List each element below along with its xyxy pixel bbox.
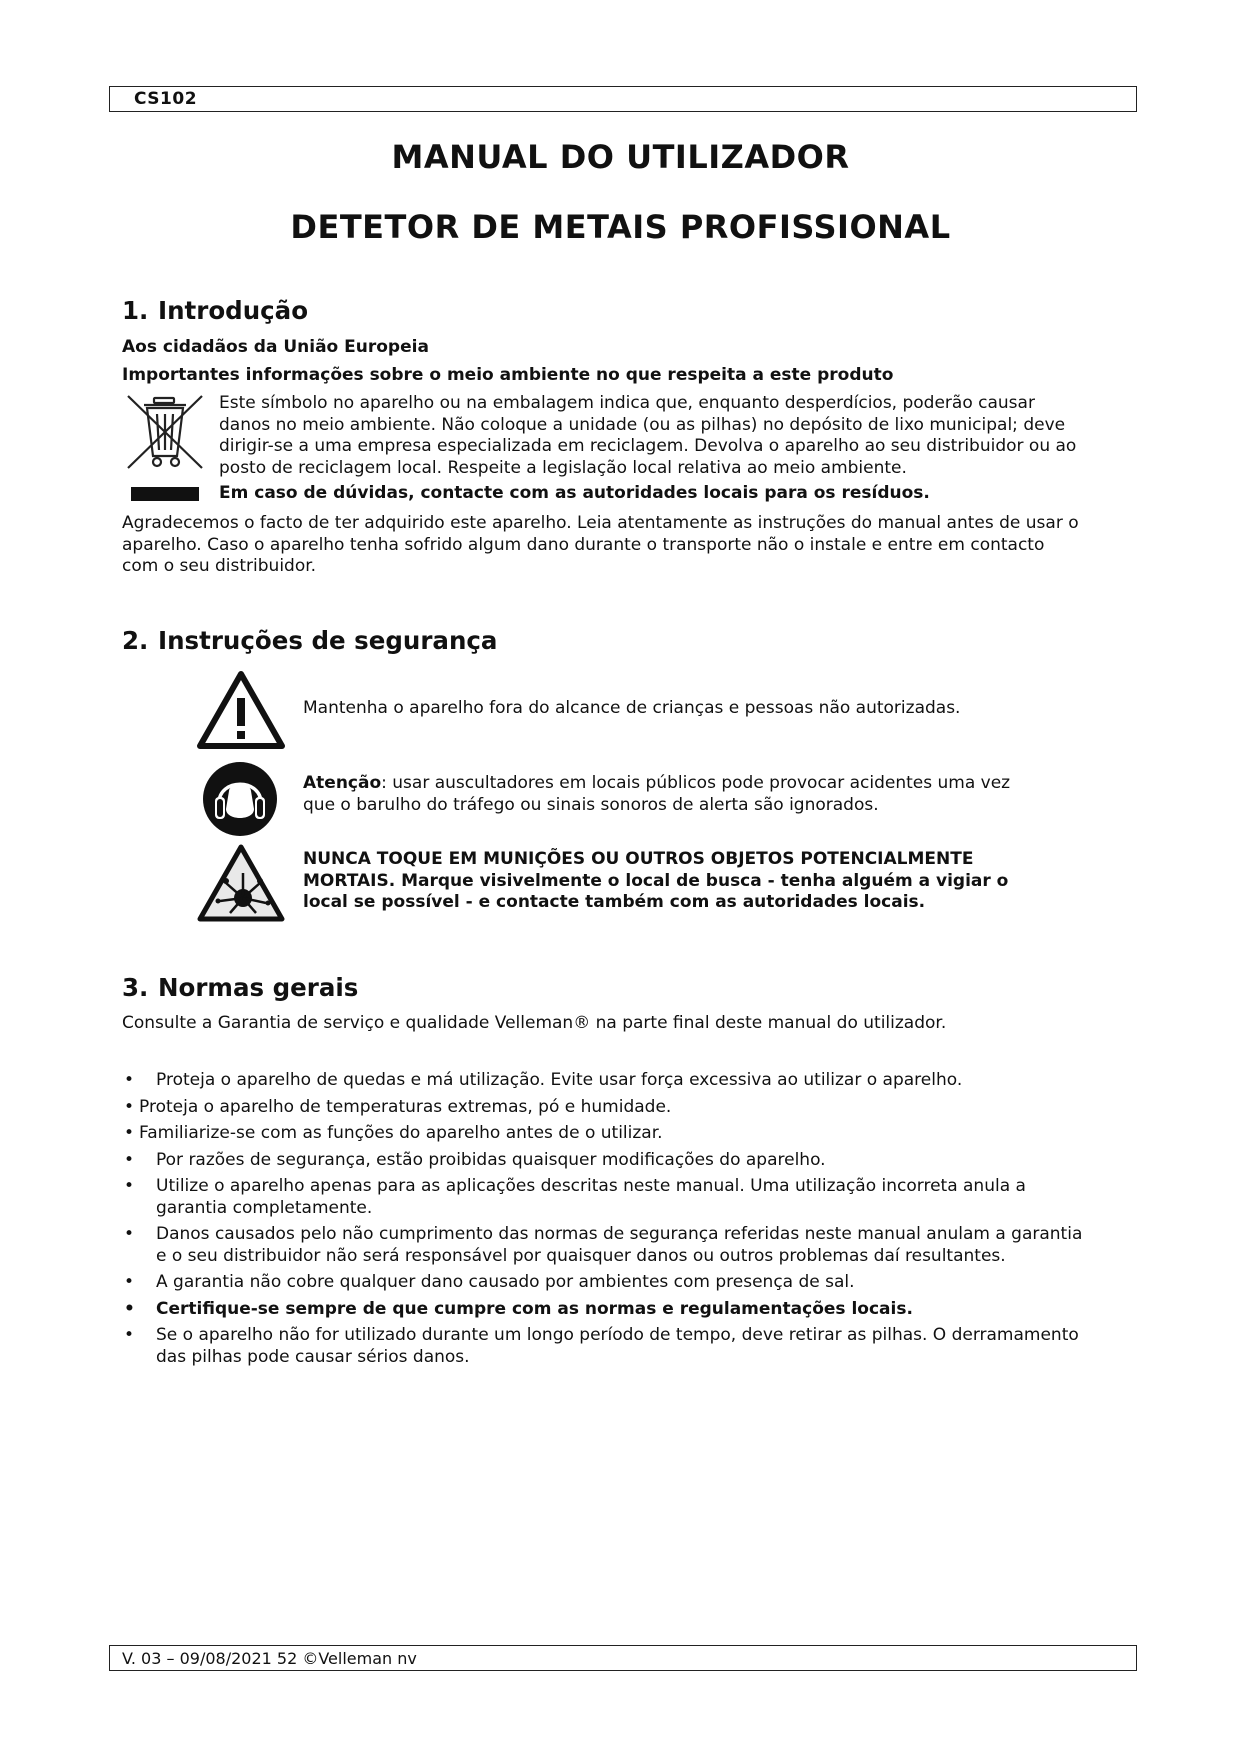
- list-item: [122, 1123, 1132, 1145]
- list-item: [122, 1150, 1132, 1172]
- list-item-text-cont: das pilhas pode causar sérios danos.: [156, 1346, 470, 1367]
- weee-line-3: dirigir-se a uma empresa especializada em reciclagem. Devolva o aparelho ao seu distribuidor ou ao: [219, 436, 1077, 456]
- section-1-heading: [122, 296, 308, 325]
- bullet-dot: •: [124, 1070, 135, 1090]
- warranty-intro: Consulte a Garantia de serviço e qualidade Velleman® na parte final deste manual do utilizador.: [122, 1013, 947, 1033]
- weee-black-bar: [131, 487, 199, 501]
- ammunition-warning-line-3: local se possível - e contacte também com as autoridades locais.: [303, 892, 926, 912]
- section-2-heading: [122, 626, 497, 655]
- bullet-dot: •: [124, 1298, 135, 1319]
- thanks-line-1: Agradecemos o facto de ter adquirido este aparelho. Leia atentamente as instruções do manual antes de usar o: [122, 513, 1079, 533]
- thanks-line-2: aparelho. Caso o aparelho tenha sofrido algum dano durante o transporte não o instale e entre em contacto: [122, 534, 1045, 555]
- list-item: [122, 1325, 1132, 1368]
- headphones-warning-line-1: [303, 773, 1010, 795]
- bullet-dot: •: [124, 1224, 135, 1244]
- warning-triangle-icon: [196, 670, 286, 750]
- list-item: [122, 1070, 1132, 1092]
- general-rules-list: [122, 1070, 1132, 1368]
- footer-text: V. 03 – 09/08/2021 52 ©Velleman nv: [122, 1649, 417, 1668]
- product-code: CS102: [134, 89, 198, 109]
- headphones-icon: [202, 761, 278, 837]
- bullet-dot: •: [124, 1176, 135, 1196]
- manual-title: MANUAL DO UTILIZADOR: [391, 138, 850, 176]
- bullet-dot: •: [124, 1272, 135, 1292]
- list-item-text: Proteja o aparelho de quedas e má utilização. Evite usar força excessiva ao utilizar o aparelho.: [156, 1070, 963, 1090]
- list-item: [122, 1176, 1132, 1219]
- list-item-text: Danos causados pelo não cumprimento das normas de segurança referidas neste manual anulam a garantia: [156, 1224, 1083, 1244]
- list-item-text: Utilize o aparelho apenas para as aplicações descritas neste manual. Uma utilização incorreta anula a: [156, 1176, 1026, 1196]
- section-2-number: 2.: [122, 626, 149, 655]
- list-item-text-cont: e o seu distribuidor não será responsável por quaisquer danos ou outros problemas daí resultantes.: [156, 1245, 1006, 1266]
- section-1-number: 1.: [122, 296, 149, 325]
- section-3-number: 3.: [122, 973, 149, 1002]
- section-1-title: Introdução: [158, 296, 309, 325]
- bullet-dot: •: [124, 1123, 135, 1143]
- list-item: [122, 1272, 1132, 1294]
- explosive-hazard-icon: [196, 843, 286, 923]
- bullet-dot: •: [124, 1325, 135, 1345]
- attention-label: Atenção: [303, 773, 382, 793]
- list-item-text-cont: garantia completamente.: [156, 1197, 373, 1218]
- weee-line-1: Este símbolo no aparelho ou na embalagem indica que, enquanto desperdícios, poderão causar: [219, 393, 1035, 413]
- list-item-text: Por razões de segurança, estão proibidas quaisquer modificações do aparelho.: [156, 1149, 826, 1170]
- list-item: [122, 1299, 1132, 1321]
- list-item-text: Se o aparelho não for utilizado durante um longo período de tempo, deve retirar as pilhas. O derramamento: [156, 1325, 1079, 1345]
- thanks-line-3: com o seu distribuidor.: [122, 556, 317, 576]
- children-warning: Mantenha o aparelho fora do alcance de crianças e pessoas não autorizadas.: [303, 698, 961, 718]
- ammunition-warning-line-2: MORTAIS. Marque visivelmente o local de busca - tenha alguém a vigiar o: [303, 870, 1009, 891]
- list-item-text: Proteja o aparelho de temperaturas extremas, pó e humidade.: [139, 1096, 672, 1117]
- eu-citizens-subheading: Aos cidadãos da União Europeia: [122, 337, 429, 357]
- headphones-warning-line-2: que o barulho do tráfego ou sinais sonoros de alerta são ignorados.: [303, 794, 879, 815]
- section-2-title: Instruções de segurança: [158, 626, 498, 655]
- section-3-title: Normas gerais: [158, 973, 359, 1002]
- list-item-text: Certifique-se sempre de que cumpre com as normas e regulamentações locais.: [156, 1298, 913, 1319]
- headphones-warning-text: : usar auscultadores em locais públicos pode provocar acidentes uma vez: [381, 773, 1011, 793]
- bullet-dot: •: [124, 1096, 135, 1117]
- weee-line-4: posto de reciclagem local. Respeite a legislação local relativa ao meio ambiente.: [219, 457, 907, 478]
- footer-bar: [109, 1645, 1137, 1671]
- list-item-text: Familiarize-se com as funções do aparelho antes de o utilizar.: [139, 1123, 663, 1143]
- ammunition-warning-line-1: NUNCA TOQUE EM MUNIÇÕES OU OUTROS OBJETOS POTENCIALMENTE: [303, 849, 974, 869]
- list-item: [122, 1097, 1132, 1119]
- section-3-heading: [122, 973, 358, 1002]
- bullet-dot: •: [124, 1149, 135, 1170]
- list-item-text: A garantia não cobre qualquer dano causado por ambientes com presença de sal.: [156, 1272, 855, 1292]
- header-bar: [109, 86, 1137, 112]
- weee-bin-icon: [124, 392, 206, 472]
- product-title: DETETOR DE METAIS PROFISSIONAL: [290, 208, 951, 246]
- environment-subheading: Importantes informações sobre o meio ambiente no que respeita a este produto: [122, 365, 894, 385]
- weee-bold-note: Em caso de dúvidas, contacte com as autoridades locais para os resíduos.: [219, 483, 930, 503]
- list-item: [122, 1224, 1132, 1267]
- weee-line-2: danos no meio ambiente. Não coloque a unidade (ou as pilhas) no depósito de lixo municipal; deve: [219, 414, 1066, 435]
